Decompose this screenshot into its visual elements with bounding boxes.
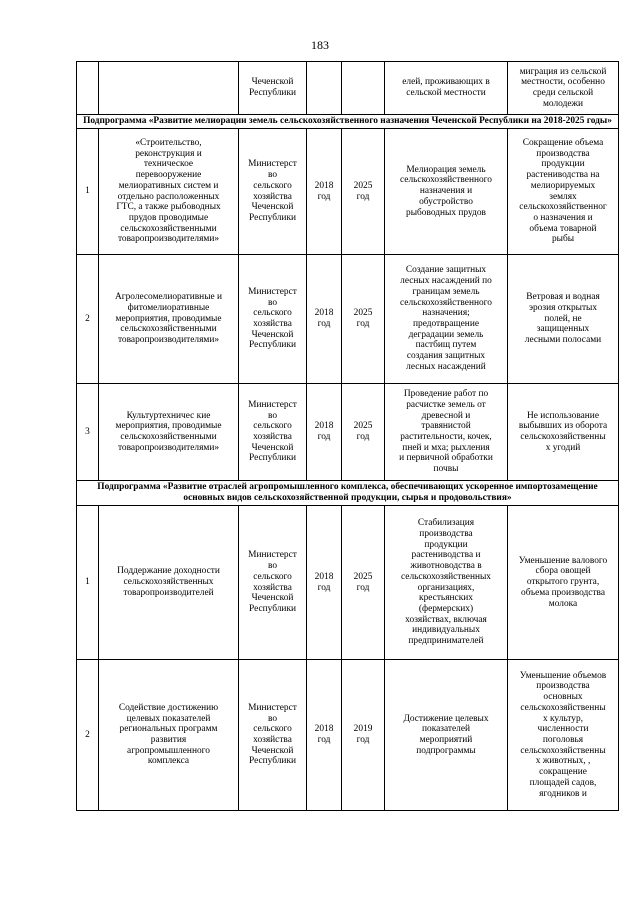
cell-line: древесной и <box>421 410 471 421</box>
cell-line: лесных насаждений <box>406 361 486 372</box>
cell-line: мелиоративных систем и <box>118 180 219 191</box>
cell-line: елей, проживающих в <box>402 77 490 88</box>
cell-line: 2025 <box>353 308 373 319</box>
cell-line: целевых показателей <box>126 713 211 724</box>
num-cell: 2 <box>77 660 99 811</box>
cell-line: товаропроизводителями» <box>117 335 220 346</box>
cell-line: 2018 <box>314 308 334 319</box>
cell-line: землях <box>549 191 577 202</box>
risk-cell <box>508 129 619 255</box>
cell-line: почвы <box>433 464 459 475</box>
cell-line: численности <box>537 724 589 735</box>
start-year-cell <box>307 660 342 811</box>
cell-line: сельскохозяйственных <box>123 577 214 588</box>
cell-line: Республики <box>248 603 297 614</box>
cell-line: сельскохозяйственног <box>519 202 607 213</box>
cell-line: предпринимателей <box>408 636 484 647</box>
cell-line: лесными полосами <box>524 335 602 346</box>
cell-line: Сокращение объема <box>522 137 604 148</box>
name-cell <box>99 384 239 481</box>
name-cell <box>99 660 239 811</box>
name-cell <box>99 62 239 115</box>
risk-cell <box>508 62 619 115</box>
subprogram-header <box>77 481 619 506</box>
cell-line: год <box>356 432 370 442</box>
cell-line: сельскохозяйственными <box>120 324 217 335</box>
cell-line: Поддержание доходности <box>117 566 220 577</box>
table-row <box>77 129 619 255</box>
num-cell: 3 <box>77 384 99 481</box>
num-cell: 2 <box>77 255 99 384</box>
cell-line: объема товарной <box>529 223 597 234</box>
cell-line: травянистой <box>421 421 471 432</box>
cell-line: мероприятий <box>419 735 473 745</box>
name-cell <box>99 506 239 660</box>
result-cell <box>385 129 508 255</box>
num-cell: 1 <box>77 506 99 660</box>
table-row <box>77 660 619 811</box>
cell-line: перевооружение <box>135 170 202 181</box>
start-year-cell <box>307 62 342 115</box>
cell-line: площадей садов, <box>529 777 597 788</box>
cell-line: Чеченской <box>251 329 294 340</box>
cell-line: защищенных <box>536 324 590 335</box>
cell-line: молодежи <box>542 98 584 109</box>
cell-line: пастбищ путем <box>415 340 477 351</box>
cell-line: хозяйства <box>253 432 292 442</box>
end-year-cell <box>342 660 385 811</box>
table-row <box>77 506 619 660</box>
cell-line: 2018 <box>314 724 334 735</box>
end-year-cell <box>342 62 385 115</box>
cell-line: комплекса <box>147 756 190 767</box>
cell-line: Культуртехничес кие <box>126 410 211 421</box>
cell-line: хозяйства <box>253 582 292 593</box>
cell-line: ягодников и <box>539 788 587 799</box>
cell-line: Чеченской <box>251 77 294 88</box>
start-year-cell <box>307 129 342 255</box>
cell-line: основных <box>543 692 583 703</box>
cell-line: рыбы <box>551 234 575 245</box>
ministry-cell <box>239 62 307 115</box>
cell-line: организациях, <box>417 582 475 593</box>
cell-line: год <box>356 191 370 202</box>
cell-line: Мелиорация земель <box>406 164 486 175</box>
end-year-cell <box>342 129 385 255</box>
cell-line: Агролесомелиоративные и <box>114 292 223 303</box>
cell-line: открытого грунта, <box>526 577 600 588</box>
cell-line: сельского <box>253 421 292 432</box>
cell-line: 2018 <box>314 180 334 191</box>
cell-line: сельского <box>253 308 292 319</box>
cell-line: растительности, кочек, <box>400 432 492 442</box>
cell-line: Уменьшение объемов <box>519 670 607 681</box>
ministry-cell <box>239 129 307 255</box>
cell-line: сельского <box>253 571 292 582</box>
cell-line: во <box>267 410 278 421</box>
cell-line: производства <box>536 681 590 692</box>
cell-line: сельскохозяйственны <box>520 745 606 756</box>
cell-line: и первичной обработки <box>399 453 493 464</box>
cell-line: хозяйства <box>253 319 292 329</box>
cell-line: расчистке земель от <box>406 399 486 410</box>
num-cell: 1 <box>77 129 99 255</box>
cell-line: рыбоводных прудов <box>406 207 486 218</box>
cell-line: Создание защитных <box>405 265 487 276</box>
cell-line: выбывших из оборота <box>518 421 608 432</box>
cell-line: показателей <box>421 724 470 735</box>
activities-table <box>76 61 619 811</box>
cell-line: сельскохозяйственного <box>400 297 492 308</box>
cell-line: Министерст <box>248 286 297 297</box>
cell-line: «Строительство, <box>135 137 202 148</box>
cell-line: год <box>356 582 370 593</box>
cell-line: мероприятия, проводимые <box>115 421 222 432</box>
cell-line: хозяйствах, включая <box>405 614 487 625</box>
cell-line: агропромышленного <box>127 745 210 756</box>
cell-line: назначения и <box>419 186 473 197</box>
cell-line: Министерст <box>248 702 297 713</box>
cell-line: мелиорируемых <box>530 180 596 191</box>
cell-line: подпрограммы <box>416 745 476 756</box>
cell-line: товаропроизводителями» <box>117 442 220 453</box>
cell-line: Проведение работ по <box>403 389 489 400</box>
continued-row <box>77 62 619 115</box>
cell-line: объема производства <box>521 587 605 598</box>
start-year-cell <box>307 384 342 481</box>
cell-line: Республики <box>248 756 297 767</box>
cell-line: год <box>317 319 331 329</box>
cell-line: региональных программ <box>119 724 218 735</box>
table-body <box>77 62 619 811</box>
cell-line: Министерст <box>248 159 297 170</box>
table-row <box>77 255 619 384</box>
cell-line: миграция из сельской <box>519 66 607 77</box>
risk-cell <box>508 384 619 481</box>
cell-line: (фермерских) <box>418 603 474 614</box>
cell-line: сельскохозяйственного <box>400 175 492 186</box>
cell-line: год <box>356 319 370 329</box>
cell-line: продукции <box>541 159 585 170</box>
cell-line: сбора овощей <box>535 566 591 577</box>
cell-line: товаропроизводителями» <box>117 234 220 245</box>
name-cell <box>99 129 239 255</box>
cell-line: во <box>267 713 278 724</box>
cell-line: 2018 <box>314 421 334 432</box>
result-cell <box>385 255 508 384</box>
cell-line: х животных, , <box>535 756 591 767</box>
cell-line: 2025 <box>353 180 373 191</box>
cell-line: Ветровая и водная <box>526 292 600 303</box>
cell-line: сельской местности <box>406 88 486 98</box>
cell-line: предотвращение <box>412 319 480 329</box>
cell-line: хозяйства <box>253 735 292 745</box>
result-cell <box>385 660 508 811</box>
risk-cell <box>508 660 619 811</box>
cell-line: сельскохозяйственных <box>401 571 491 582</box>
cell-line: год <box>356 735 370 745</box>
cell-line: растениводства и <box>411 550 481 561</box>
cell-line: сокращение <box>539 767 587 778</box>
cell-line: производства <box>536 148 590 159</box>
risk-cell <box>508 255 619 384</box>
cell-line: Чеченской <box>251 745 294 756</box>
cell-line: назначения; <box>422 308 470 319</box>
cell-line: поголовья <box>542 735 584 745</box>
cell-line: Республики <box>248 212 297 223</box>
cell-line: местности, особенно <box>521 77 605 88</box>
cell-line: продукции <box>424 539 468 550</box>
cell-line: сельскохозяйственны <box>520 702 606 713</box>
cell-line: Республики <box>248 88 297 98</box>
cell-line: индивидуальных <box>412 625 480 636</box>
cell-line: Стабилизация <box>417 518 475 529</box>
cell-line: молока <box>548 598 578 609</box>
ministry-cell <box>239 660 307 811</box>
cell-line: Чеченской <box>251 202 294 213</box>
subprogram-header <box>77 115 619 129</box>
cell-line: во <box>267 170 278 181</box>
result-cell <box>385 62 508 115</box>
cell-line: Достижение целевых <box>403 713 489 724</box>
cell-line: лесных насаждений по <box>400 276 492 287</box>
cell-line: Не использование <box>527 410 599 421</box>
cell-line: сельскохозяйственными <box>120 223 217 234</box>
cell-line: год <box>317 432 331 442</box>
end-year-cell <box>342 384 385 481</box>
result-cell <box>385 506 508 660</box>
cell-line: Чеченской <box>251 593 294 604</box>
cell-line: сельскохозяйственны <box>520 432 606 442</box>
cell-line: деградации земель <box>408 329 484 340</box>
cell-line: х культур, <box>542 713 584 724</box>
end-year-cell <box>342 255 385 384</box>
cell-line: во <box>267 297 278 308</box>
start-year-cell <box>307 255 342 384</box>
cell-line: 2025 <box>353 421 373 432</box>
cell-line: растениводства на <box>526 170 600 181</box>
cell-line: Министерст <box>248 399 297 410</box>
start-year-cell <box>307 506 342 660</box>
cell-line: эрозия открытых <box>528 302 598 313</box>
cell-line: ГТС, а также рыбоводных <box>116 202 221 213</box>
cell-line: Содействие достижению <box>118 702 219 713</box>
cell-line: сельского <box>253 724 292 735</box>
cell-line: пней и мха; рыхления <box>402 442 490 453</box>
cell-line: х угодий <box>545 442 581 453</box>
name-cell <box>99 255 239 384</box>
cell-line: отдельно расположенных <box>117 191 220 202</box>
cell-line: год <box>317 582 331 593</box>
subprogram-title: Подпрограмма «Развитие мелиорации земель сельскохозяйственного назначения Чеченской Республики на 2018-2025 годы» <box>77 115 619 129</box>
end-year-cell <box>342 506 385 660</box>
cell-line: товаропроизводителей <box>123 587 214 598</box>
cell-line: техническое <box>143 159 194 170</box>
cell-line: животноводства в <box>410 561 482 572</box>
cell-line: производства <box>419 528 473 539</box>
cell-line: крестьянских <box>419 593 473 604</box>
cell-line: сельского <box>253 180 292 191</box>
cell-line: о назначения и <box>533 212 593 223</box>
ministry-cell <box>239 506 307 660</box>
cell-line: создания защитных <box>406 351 486 362</box>
cell-line: год <box>317 735 331 745</box>
cell-line: реконструкция и <box>135 148 202 159</box>
cell-line: прудов проводимые <box>128 212 209 223</box>
cell-line: Чеченской <box>251 442 294 453</box>
subprogram-title: Подпрограмма «Развитие отраслей агропромышленного комплекса, обеспечивающих ускоренное импортозамещение основных видов сельскохозяйственной продукции, сырья и продовольствия» <box>77 481 619 506</box>
cell-line: 2025 <box>353 571 373 582</box>
table-row <box>77 384 619 481</box>
ministry-cell <box>239 384 307 481</box>
result-cell <box>385 384 508 481</box>
cell-line: фитомелиоративные <box>127 302 210 313</box>
num-cell <box>77 62 99 115</box>
cell-line: мероприятия, проводимые <box>115 313 222 324</box>
cell-line: сельскохозяйственными <box>120 432 217 442</box>
cell-line: Уменьшение валового <box>518 555 608 566</box>
cell-line: год <box>317 191 331 202</box>
cell-line: обустройство <box>419 196 473 207</box>
cell-line: среди сельской <box>532 88 594 98</box>
cell-line: Министерст <box>248 550 297 561</box>
cell-line: развития <box>150 735 187 745</box>
page-number: 183 <box>311 38 329 52</box>
cell-line: хозяйства <box>253 191 292 202</box>
cell-line: границам земель <box>412 286 480 297</box>
ministry-cell <box>239 255 307 384</box>
cell-line: 2018 <box>314 571 334 582</box>
cell-line: 2019 <box>353 724 373 735</box>
cell-line: полей, не <box>544 313 582 324</box>
cell-line: Республики <box>248 340 297 351</box>
risk-cell <box>508 506 619 660</box>
cell-line: Республики <box>248 453 297 464</box>
cell-line: во <box>267 561 278 572</box>
